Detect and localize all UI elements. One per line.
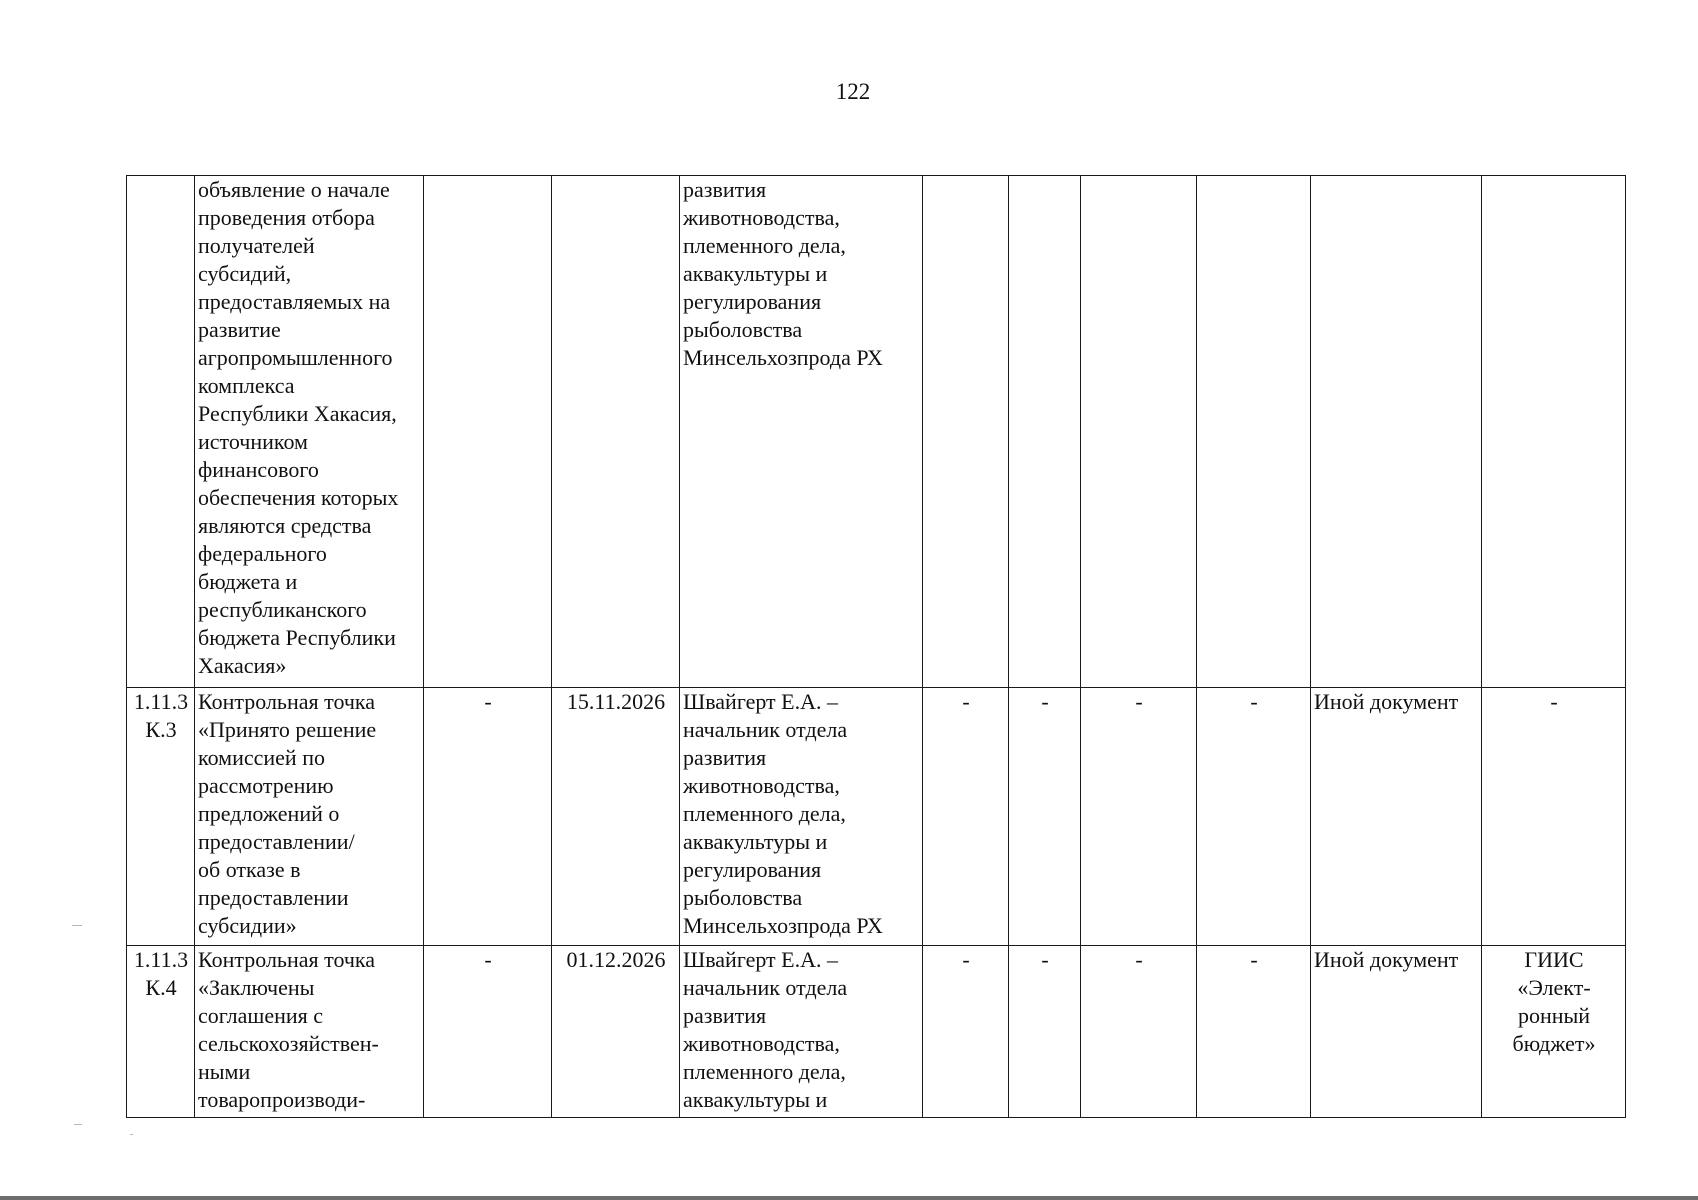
cell-col8: - <box>1081 946 1197 1118</box>
cell-col7: - <box>1009 946 1081 1118</box>
cell-col7: - <box>1009 688 1081 946</box>
cell-col9: - <box>1197 688 1311 946</box>
row-number: 1.11.3 К.3 <box>127 688 195 946</box>
scan-speck <box>74 1124 82 1125</box>
cell-col6 <box>923 176 1009 688</box>
row-number: 1.11.3 К.4 <box>127 946 195 1118</box>
document-type: Иной документ <box>1311 946 1482 1118</box>
responsible-person: Швайгерт Е.А. – начальник отдела развития животноводства, племенного дела, аквакультуры и <box>680 946 923 1118</box>
cell-col6: - <box>923 688 1009 946</box>
cell-col8 <box>1081 176 1197 688</box>
plan-table <box>126 175 1626 1118</box>
cell-col6: - <box>923 946 1009 1118</box>
event-name: объявление о начале проведения отбора получателей субсидий, предоставляемых на развитие агропромышленного комплекса Республики Хакасия, источником финансового обеспечения которых являются средства федерального бюджета и республиканского бюджета Республики Хакасия» <box>195 176 424 688</box>
scan-speck <box>72 925 82 926</box>
end-date <box>552 176 680 688</box>
event-name: Контрольная точка «Принято решение комиссией по рассмотрению предложений о предоставлении/ об отказе в предоставлении субсидии» <box>195 688 424 946</box>
start-date: - <box>424 946 552 1118</box>
information-system <box>1482 176 1626 688</box>
responsible-person: развития животноводства, племенного дела, аквакультуры и регулирования рыболовства Минсельхозпрода РХ <box>680 176 923 688</box>
table-row <box>127 946 1626 1118</box>
scan-speck <box>130 1134 133 1135</box>
cell-col9: - <box>1197 946 1311 1118</box>
document-type <box>1311 176 1482 688</box>
end-date: 15.11.2026 <box>552 688 680 946</box>
document-type: Иной документ <box>1311 688 1482 946</box>
row-number <box>127 176 195 688</box>
information-system: ГИИС «Элект- ронный бюджет» <box>1482 946 1626 1118</box>
start-date <box>424 176 552 688</box>
event-name: Контрольная точка «Заключены соглашения с сельскохозяйствен- ными товаропроизводи- <box>195 946 424 1118</box>
end-date: 01.12.2026 <box>552 946 680 1118</box>
cell-col9 <box>1197 176 1311 688</box>
start-date: - <box>424 688 552 946</box>
cell-col8: - <box>1081 688 1197 946</box>
responsible-person: Швайгерт Е.А. – начальник отдела развития животноводства, племенного дела, аквакультуры и регулирования рыболовства Минсельхозпрода РХ <box>680 688 923 946</box>
information-system: - <box>1482 688 1626 946</box>
page-number: 122 <box>835 79 871 104</box>
scan-edge-band <box>0 1196 1698 1200</box>
table-row <box>127 688 1626 946</box>
cell-col7 <box>1009 176 1081 688</box>
table-row <box>127 176 1626 688</box>
